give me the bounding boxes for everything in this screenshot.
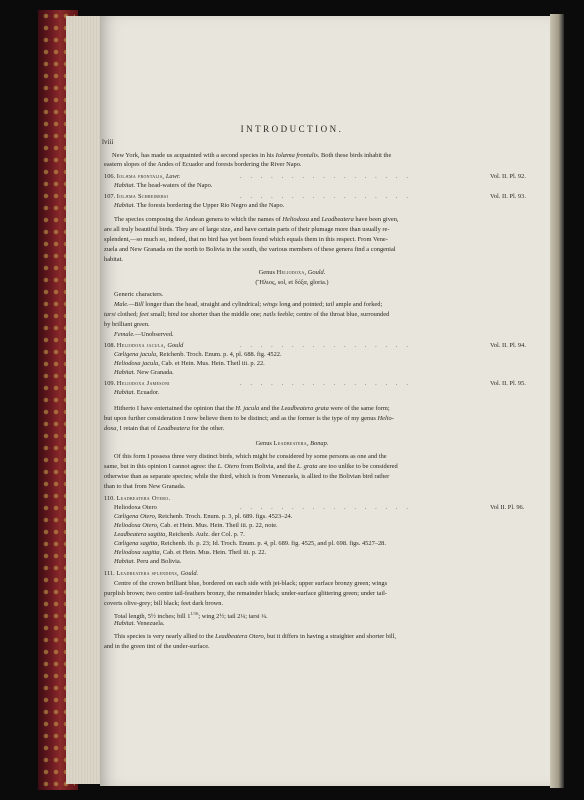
generic-characters-line: tarsi clothed; feet small; hind toe shorter than the middle one; nails feeble; centre of the throat blue, surrounded bbox=[104, 311, 390, 318]
dot-leader: . . . . . . . . . . . . . . . . . bbox=[240, 173, 412, 180]
paragraph-line: are all truly beautiful birds. They are of large size, and have certain parts of their plumage more than usually re- bbox=[104, 226, 390, 233]
genus-heading: Genus Leadbeatera, Bonap. bbox=[255, 440, 329, 447]
measurements-line: Total length, 5½ inches; bill $1^{1/16}$; wing 2½; tail 2¼; tarsi ¼. bbox=[114, 611, 268, 621]
generic-characters-label: Generic characters. bbox=[114, 291, 164, 298]
dot-leader: . . . . . . . . . . . . . . . . . bbox=[240, 504, 412, 511]
synonym-line: Cœligena jacula, Reichenb. Troch. Enum. p. 4, pl. 688. fig. 4522. bbox=[114, 351, 282, 358]
dot-leader: . . . . . . . . . . . . . . . . . bbox=[240, 342, 412, 349]
genus-heading: Genus Heliodoxa, Gould. bbox=[258, 269, 326, 276]
genus-etymology: (Ἥλιος, sol, et δόξα, gloria.) bbox=[255, 279, 329, 286]
description-line: coverts olive-grey; bill black; feet dark brown. bbox=[104, 600, 224, 607]
species-entry-111: 111. Leadbeatera splendens, Gould. bbox=[104, 570, 199, 577]
paragraph-line: doxa, I retain that of Leadbeatera for the other. bbox=[104, 425, 225, 432]
plate-reference: Vol. II. Pl. 94. bbox=[490, 342, 526, 349]
synonym-line: Heliodoxa sagitta, Cab. et Hein. Mus. Hein. Theil iii. p. 22. bbox=[114, 549, 267, 556]
plate-reference: Vol. II. Pl. 92. bbox=[490, 173, 526, 180]
plate-reference: Vol. II. Pl. 93. bbox=[490, 193, 526, 200]
synonym-line: Cœligena Otero, Reichenb. Troch. Enum. p. 3, pl. 689. figs. 4523–24. bbox=[114, 513, 293, 520]
habitat-line: Habitat. New Granada. bbox=[114, 369, 174, 376]
synonym-line: Heliodoxa jacula, Cab. et Hein. Mus. Hein. Theil iii. p. 22. bbox=[114, 360, 265, 367]
paragraph-line: habitat. bbox=[104, 256, 123, 263]
generic-characters-line: Male.—Bill longer than the head, straight and cylindrical; wings long and pointed; tail ample and forked; bbox=[114, 301, 383, 308]
paragraph-line: otherwise than as separate species; while the third, which is from Venezuela, is allied to the Bolivian bird rather bbox=[104, 473, 390, 480]
generic-characters-line: by brilliant green. bbox=[104, 321, 150, 328]
paragraph-line: splendent,—so much so, indeed, that no bird has yet been found which equals them in this respect. From Vene- bbox=[104, 236, 388, 243]
paragraph-line: same, but in this opinion I cannot agree: the L. Otero from Bolivia, and the L. grata are too unlike to be considered bbox=[104, 463, 398, 470]
habitat-line: Habitat. The forests bordering the Upper Rio Negro and the Napo. bbox=[114, 202, 285, 209]
habitat-line: Habitat. The head-waters of the Napo. bbox=[114, 182, 213, 189]
species-alt-name: Heliodoxa Otero bbox=[114, 504, 157, 511]
paragraph-line: and in the green tint of the under-surface. bbox=[104, 643, 210, 650]
species-entry-107: 107. Iolæma Schreibersi bbox=[104, 193, 169, 200]
habitat-line: Habitat. Peru and Bolivia. bbox=[114, 558, 182, 565]
paragraph-line: This species is very nearly allied to the Leadbeatera Otero, but it differs in having a straighter and shorter bill, bbox=[114, 633, 397, 640]
paragraph-line: eastern slopes of the Andes of Ecuador and forests bordering the River Napo. bbox=[104, 161, 302, 168]
description-line: purplish brown; two centre tail-feathers bronzy, the remainder black; under-surface glittering green; under tail- bbox=[104, 590, 388, 597]
paragraph-line: The species composing the Andean genera to which the names of Heliodoxa and Leadbeatera have been given, bbox=[114, 216, 399, 223]
plate-reference: Vol II. Pl. 96. bbox=[490, 504, 525, 511]
species-entry-110: 110. Leadbeatera Otero. bbox=[104, 495, 171, 502]
female-line: Female.—Unobserved. bbox=[114, 331, 174, 338]
paragraph-line: than to that from New Granada. bbox=[104, 483, 186, 490]
paragraph-line: Of this form I possess three very distinct birds, which might be considered by some persons as one and the bbox=[114, 453, 387, 460]
synonym-line: Leadbeatera sagitta, Reichenb. Aufz. der Col. p. 7. bbox=[114, 531, 245, 538]
species-entry-108: 108. Heliodoxa jacula, Gould bbox=[104, 342, 184, 349]
paragraph-line: Hitherto I have entertained the opinion that the H. jacula and the Leadbeatera grata were of the same form; bbox=[114, 405, 390, 412]
synonym-line: Heliodoxa Otero, Cab. et Hein. Mus. Hein. Theil iii. p. 22, note. bbox=[114, 522, 278, 529]
paragraph-line: but upon further consideration I now believe them to be distinct; and as the former is the type of my genus Helio- bbox=[104, 415, 394, 422]
habitat-line: Habitat. Venezuela. bbox=[114, 620, 165, 627]
page-number: lviii bbox=[102, 138, 114, 146]
synonym-line: Cœligena sagitta, Reichenb. ib. p. 23; Id. Troch. Enum. p. 4, pl. 689. fig. 4525, and pl. 698. figs. 4527–28. bbox=[114, 540, 386, 547]
species-entry-109: 109. Heliodoxa Jamesoni bbox=[104, 380, 170, 387]
habitat-line: Habitat. Ecuador. bbox=[114, 389, 160, 396]
species-entry-106: 106. Iolæma frontalis, Lawr. bbox=[104, 173, 181, 180]
description-line: Centre of the crown brilliant blue, bordered on each side with jet-black; upper surface bronzy green; wings bbox=[114, 580, 388, 587]
page-title: INTRODUCTION. bbox=[240, 124, 344, 134]
paragraph-line: New York, has made us acquainted with a second species in his Iolæma frontalis. Both these birds inhabit the bbox=[112, 152, 392, 159]
plate-reference: Vol. II. Pl. 95. bbox=[490, 380, 526, 387]
paragraph-line: zuela and New Granada on the north to Bolivia in the south, the various members of these genera find a congenial bbox=[104, 246, 396, 253]
dot-leader: . . . . . . . . . . . . . . . . . bbox=[240, 380, 412, 387]
dot-leader: . . . . . . . . . . . . . . . . . bbox=[240, 193, 412, 200]
